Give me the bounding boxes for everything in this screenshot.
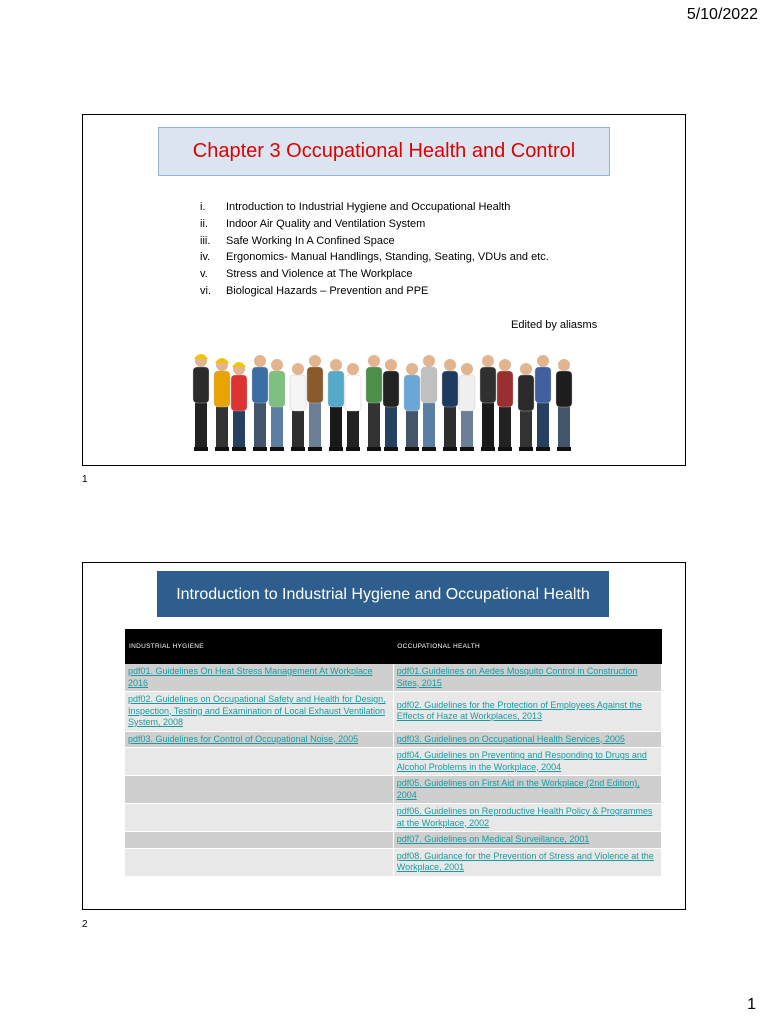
topic-number: vi. (200, 284, 211, 297)
slide-1-number: 1 (82, 474, 88, 485)
topic-text: Indoor Air Quality and Ventilation System (226, 217, 426, 230)
guideline-link[interactable]: pdf01. Guidelines On Heat Stress Management At Workplace 2016 (128, 666, 373, 688)
table-cell (125, 848, 393, 876)
table-cell (393, 776, 661, 804)
handout-date: 5/10/2022 (686, 6, 758, 23)
topic-item (200, 216, 549, 233)
table-cell (125, 731, 393, 748)
person-figure (328, 359, 344, 451)
guideline-link[interactable]: pdf02. Guidelines for the Protection of Employees Against the Effects of Haze at Workplaces, 2013 (396, 699, 642, 722)
guideline-link[interactable]: pdf08. Guidance for the Prevention of Stress and Violence at the Workplace, 2001 (396, 850, 654, 872)
slide-1 (82, 114, 686, 466)
person-figure (421, 355, 437, 451)
topic-item (200, 266, 549, 283)
table-row (125, 692, 662, 732)
guideline-link[interactable]: pdf07. Guidelines on Medical Surveillance, 2001 (396, 834, 590, 844)
table-cell (125, 748, 393, 776)
guideline-link[interactable]: pdf02. Guidelines on Occupational Safety and Health for Design, Inspection, Testing and Examination of Local Exhaust Ventilation System, 2008 (128, 694, 386, 727)
table-row (125, 804, 662, 832)
table-row (125, 748, 662, 776)
topic-number: iii. (200, 234, 211, 247)
topic-list (200, 199, 549, 300)
topic-item (200, 249, 549, 266)
person-figure (214, 358, 230, 451)
slide-2 (82, 562, 686, 910)
table-row (125, 664, 662, 692)
person-figure (345, 363, 361, 451)
topic-text: Safe Working In A Confined Space (226, 234, 395, 247)
person-figure (231, 362, 247, 451)
topic-number: v. (200, 268, 208, 281)
person-figure (269, 359, 285, 451)
guidelines-table (125, 629, 662, 877)
person-figure (442, 359, 458, 451)
person-figure (383, 359, 399, 451)
guideline-link[interactable]: pdf04. Guidelines on Preventing and Responding to Drugs and Alcohol Problems in the Workplace, 2004 (396, 750, 647, 772)
person-figure (307, 355, 323, 451)
edited-by: Edited by aliasms (511, 319, 598, 331)
table-cell (125, 804, 393, 832)
person-figure (290, 363, 306, 451)
column-header: INDUSTRIAL HYGIENE (125, 629, 393, 664)
topic-text: Introduction to Industrial Hygiene and Occupational Health (226, 201, 511, 213)
slide-2-number: 2 (82, 919, 88, 930)
table-row (125, 776, 662, 804)
table-cell (393, 692, 661, 732)
guideline-link[interactable]: pdf03. Guidelines on Occupational Health Services, 2005 (396, 733, 625, 744)
table-cell (393, 804, 661, 832)
table-cell (125, 776, 393, 804)
guideline-link[interactable]: pdf06. Guidelines on Reproductive Health Policy & Programmes at the Workplace, 2002 (396, 806, 653, 828)
slide-1-title-box (158, 127, 610, 176)
table-cell (393, 664, 661, 692)
guideline-link[interactable]: pdf01.Guidelines on Aedes Mosquito Control in Construction Sites, 2015 (396, 666, 638, 688)
guideline-link[interactable]: pdf05. Guidelines on First Aid in the Workplace (2nd Edition), 2004 (396, 778, 640, 800)
slide-1-title: Chapter 3 Occupational Health and Control (192, 140, 576, 162)
person-figure (518, 363, 534, 451)
topic-item (200, 233, 549, 250)
topic-text: Biological Hazards – Prevention and PPE (226, 284, 429, 297)
page-number: 1 (747, 996, 756, 1013)
table-row (125, 832, 662, 849)
topic-number: i. (200, 201, 206, 213)
topic-number: ii. (200, 217, 208, 230)
table-cell (393, 848, 661, 876)
topic-text: Stress and Violence at The Workplace (226, 268, 413, 281)
person-figure (252, 355, 268, 451)
guideline-link[interactable]: pdf03. Guidelines for Control of Occupational Noise, 2005 (128, 733, 359, 744)
person-figure (535, 355, 551, 451)
table-row (125, 731, 662, 748)
table-header-row (125, 629, 662, 664)
person-figure (366, 355, 382, 451)
column-header: OCCUPATIONAL HEALTH (393, 629, 661, 664)
person-figure (459, 363, 475, 451)
person-figure (497, 359, 513, 451)
table-cell (393, 832, 661, 849)
topic-item (200, 199, 549, 216)
workers-group-image (189, 343, 579, 461)
table-cell (393, 748, 661, 776)
table-cell (125, 832, 393, 849)
table-row (125, 848, 662, 876)
person-figure (556, 359, 572, 451)
person-figure (193, 354, 209, 451)
table-cell (125, 692, 393, 732)
topic-item (200, 283, 549, 300)
person-figure (404, 363, 420, 451)
topic-number: iv. (200, 251, 211, 264)
table-cell (393, 731, 661, 748)
topic-text: Ergonomics- Manual Handlings, Standing, Seating, VDUs and etc. (226, 251, 549, 264)
table-cell (125, 664, 393, 692)
person-figure (480, 355, 496, 451)
slide-2-title: Introduction to Industrial Hygiene and Occupational Health (157, 571, 609, 617)
